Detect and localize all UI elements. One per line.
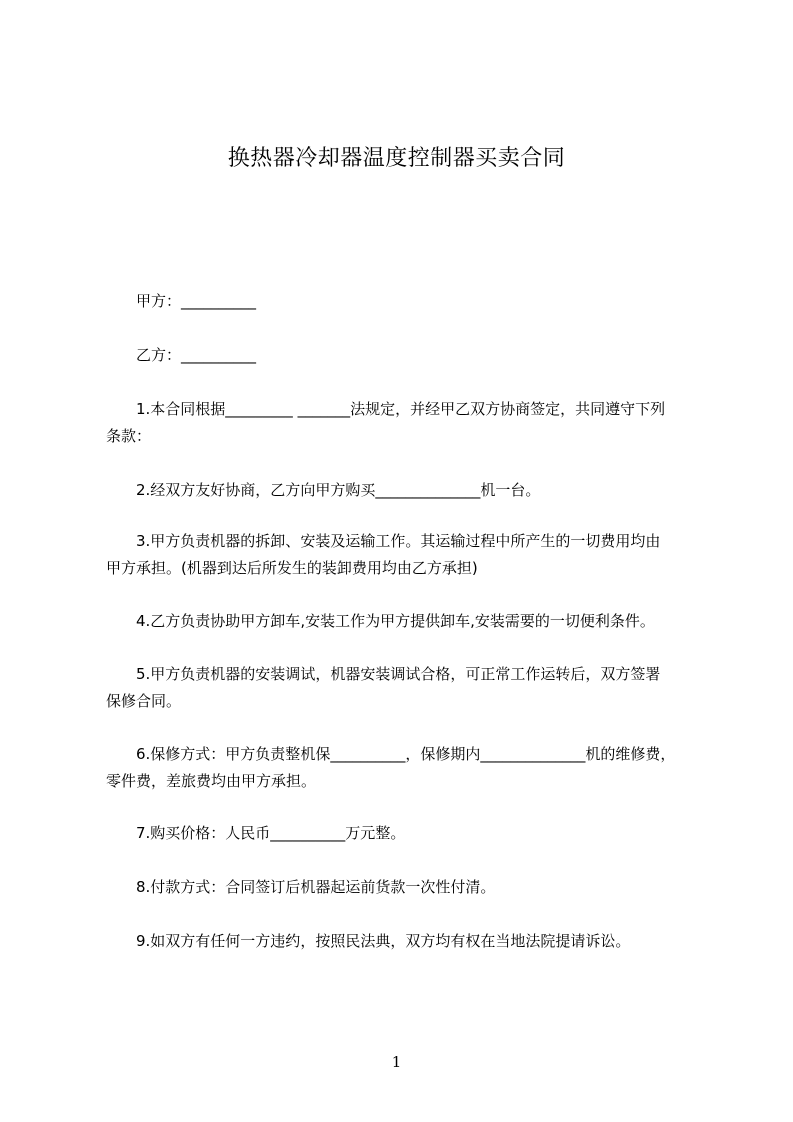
clause-3-line-2: 甲方承担。(机器到达后所发生的装卸费用均由乙方承担)	[106, 559, 478, 577]
page-number: 1	[391, 1053, 402, 1071]
clause-9-line-1: 9.如双方有任何一方违约，按照民法典，双方均有权在当地法院提请诉讼。	[136, 932, 631, 950]
party-b-line: 乙方：__________	[136, 346, 257, 364]
document-title: 换热器冷却器温度控制器买卖合同	[227, 146, 566, 171]
clause-6-line-2: 零件费，差旅费均由甲方承担。	[106, 772, 317, 790]
clause-2-line-1: 2.经双方友好协商，乙方向甲方购买______________机一台。	[136, 481, 541, 499]
clause-5-line-2: 保修合同。	[106, 692, 182, 710]
clause-3-line-1: 3.甲方负责机器的拆卸、安装及运输工作。其运输过程中所产生的一切费用均由	[136, 532, 661, 550]
clause-8-line-1: 8.付款方式：合同签订后机器起运前货款一次性付清。	[136, 878, 496, 896]
clause-1-line-1: 1.本合同根据_________ _______法规定，并经甲乙双方协商签定，共同遵守下列	[136, 400, 666, 418]
clause-4-line-1: 4.乙方负责协助甲方卸车,安装工作为甲方提供卸车,安装需要的一切便利条件。	[136, 612, 655, 630]
clause-5-line-1: 5.甲方负责机器的安装调试，机器安装调试合格，可正常工作运转后，双方签署	[136, 665, 661, 683]
clause-7-line-1: 7.购买价格：人民币__________万元整。	[136, 824, 406, 842]
party-a-line: 甲方：__________	[136, 292, 257, 310]
clause-6-line-1: 6.保修方式：甲方负责整机保__________，保修期内______________机的维修费，	[136, 745, 676, 763]
clause-1-line-2: 条款：	[106, 427, 152, 445]
